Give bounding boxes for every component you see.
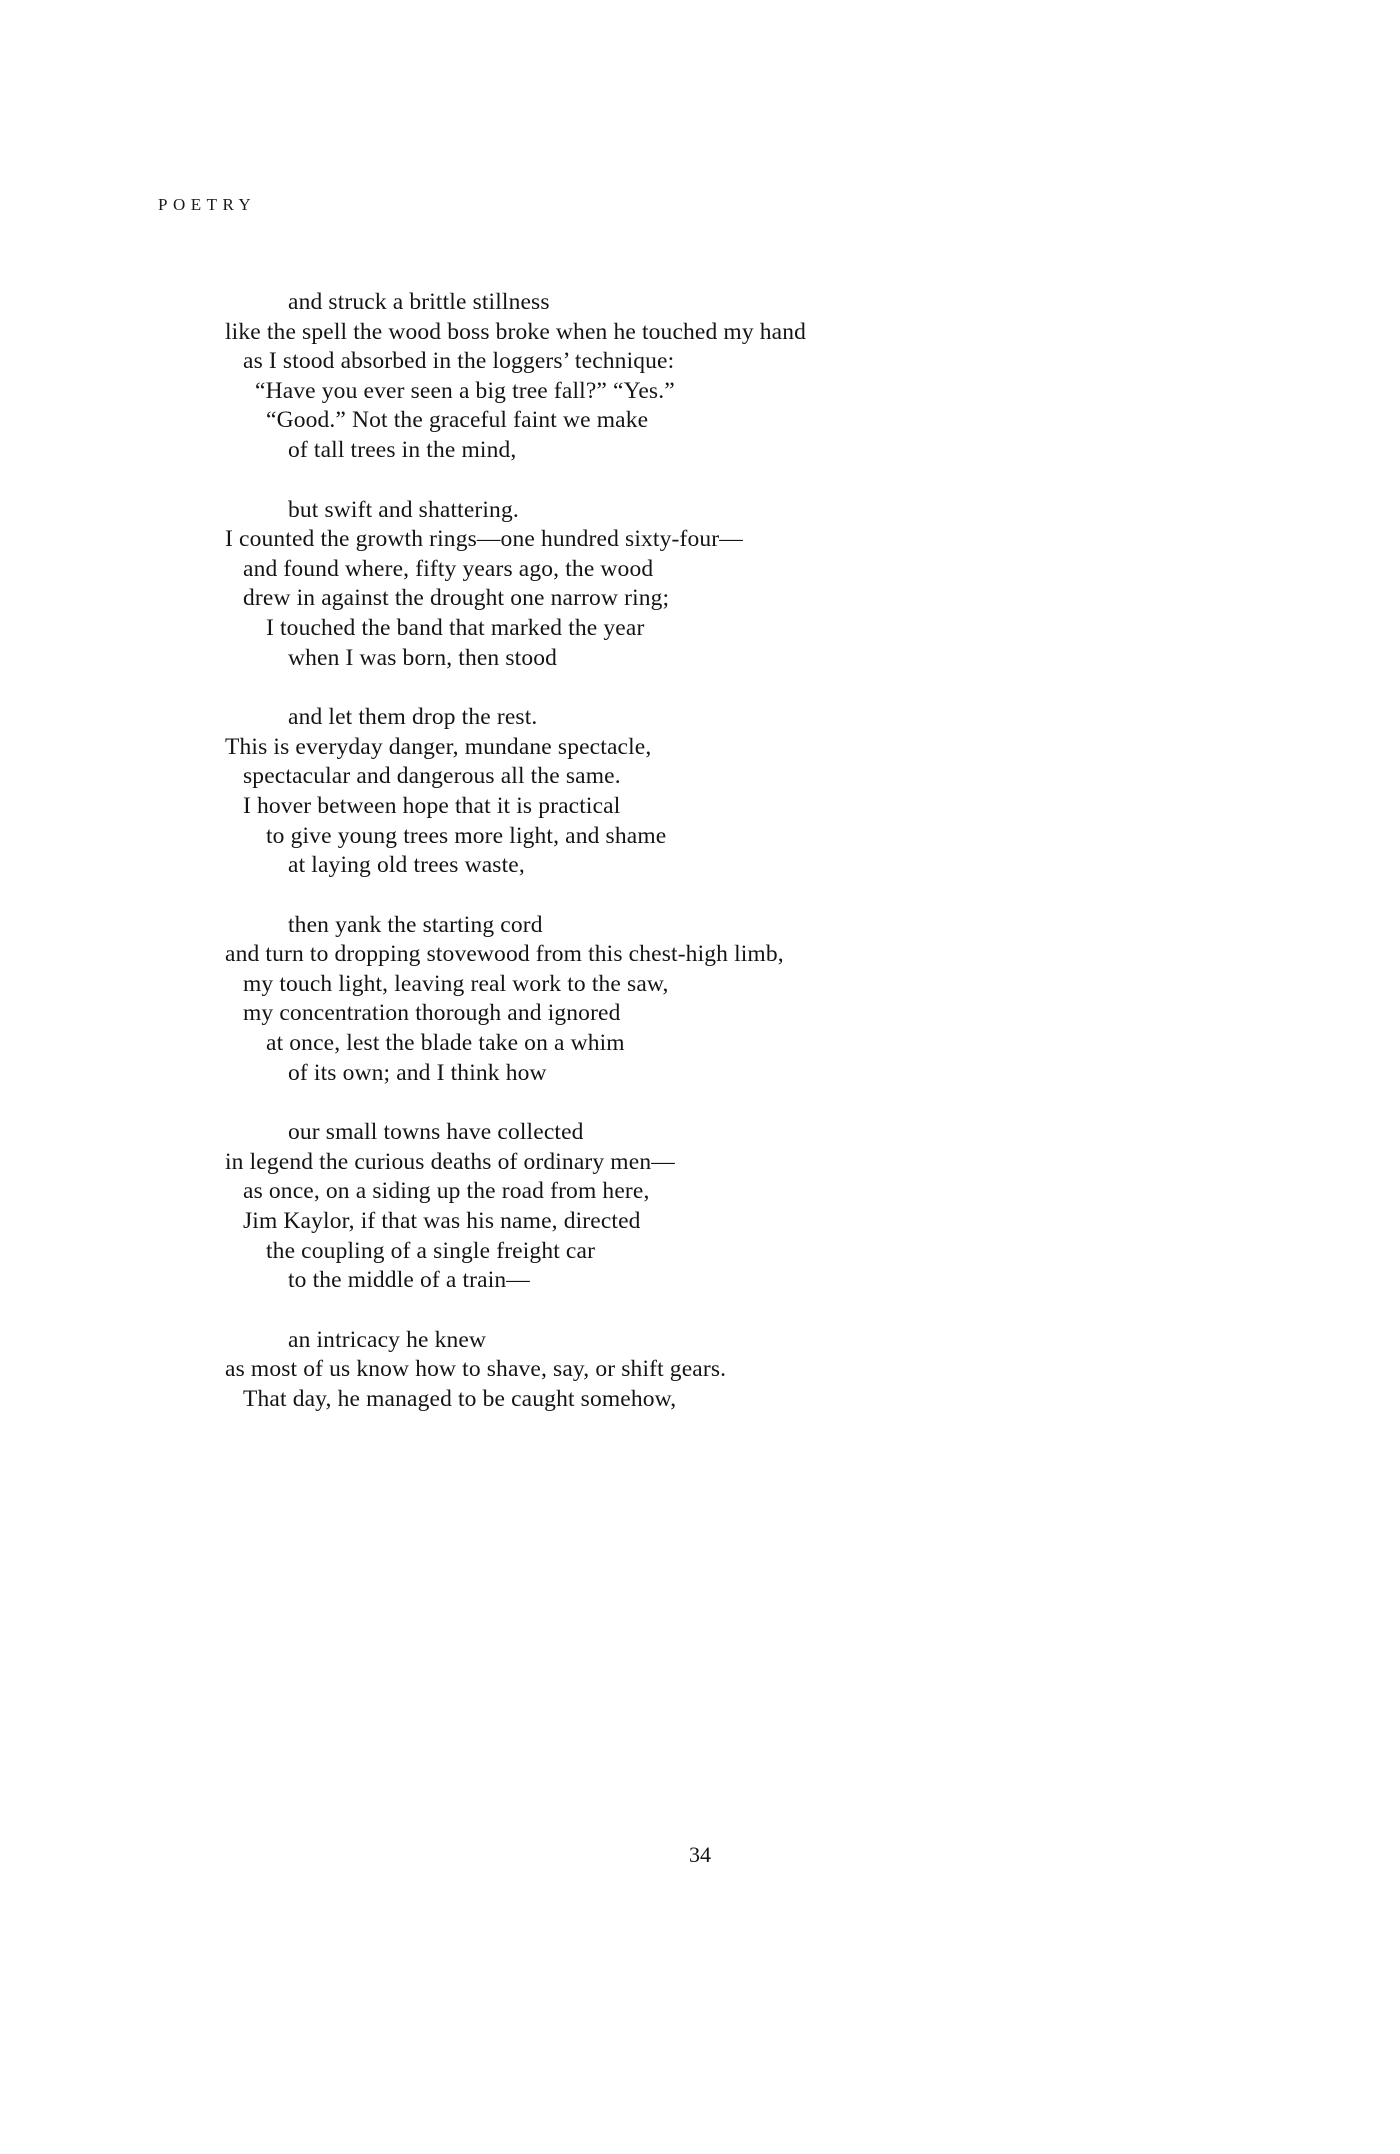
poem-line: and let them drop the rest. [288,704,538,731]
stanza [0,1326,1400,1415]
poem-body [0,288,1400,1415]
poem-line: like the spell the wood boss broke when he touched my hand [225,318,807,345]
poem-line: “Good.” Not the graceful faint we make [266,407,649,434]
poem-line: but swift and shattering. [288,496,519,523]
poem-line: as I stood absorbed in the loggers’ technique: [243,348,675,375]
stanza [0,911,1400,1089]
poem-line: as most of us know how to shave, say, or shift gears. [225,1356,727,1383]
stanza [0,1118,1400,1296]
poem-line: drew in against the drought one narrow ring; [243,585,670,612]
poem-line: I hover between hope that it is practical [243,792,621,819]
poem-line: “Have you ever seen a big tree fall?” “Yes.” [255,377,675,404]
poem-line: That day, he managed to be caught somehow, [243,1386,677,1412]
poem-line: of tall trees in the mind, [288,436,517,463]
poem-line: at laying old trees waste, [288,852,525,879]
poem-line: spectacular and dangerous all the same. [243,763,621,790]
poem-line: Jim Kaylor, if that was his name, directed [243,1208,641,1235]
poem-line: to the middle of a train— [288,1267,530,1294]
poem-line: as once, on a siding up the road from here, [243,1178,650,1205]
running-head: POETRY [158,195,257,214]
poem-line: I touched the band that marked the year [266,614,645,641]
poem-line: my touch light, leaving real work to the saw, [243,970,669,997]
poem-line: an intricacy he knew [288,1326,487,1353]
poem-line: and turn to dropping stovewood from this chest-high limb, [225,941,784,968]
stanza [0,496,1400,674]
poem-line: to give young trees more light, and shame [266,822,667,849]
poem-line: and struck a brittle stillness [288,289,550,315]
poem-line: my concentration thorough and ignored [243,1000,621,1027]
page-number: 34 [689,1842,711,1867]
poem-line: of its own; and I think how [288,1059,547,1086]
poem-line: This is everyday danger, mundane spectacle, [225,733,652,760]
stanza [0,703,1400,881]
poem-line: in legend the curious deaths of ordinary men— [225,1148,675,1175]
poem-line: I counted the growth rings—one hundred sixty-four— [225,526,743,553]
stanza [0,288,1400,466]
poem-line: when I was born, then stood [288,644,558,671]
poem-line: at once, lest the blade take on a whim [266,1030,625,1057]
poem-line: our small towns have collected [288,1119,584,1146]
poem-line: then yank the starting cord [288,911,543,938]
poem-line: the coupling of a single freight car [266,1237,596,1264]
poem-line: and found where, fifty years ago, the wood [243,555,654,582]
